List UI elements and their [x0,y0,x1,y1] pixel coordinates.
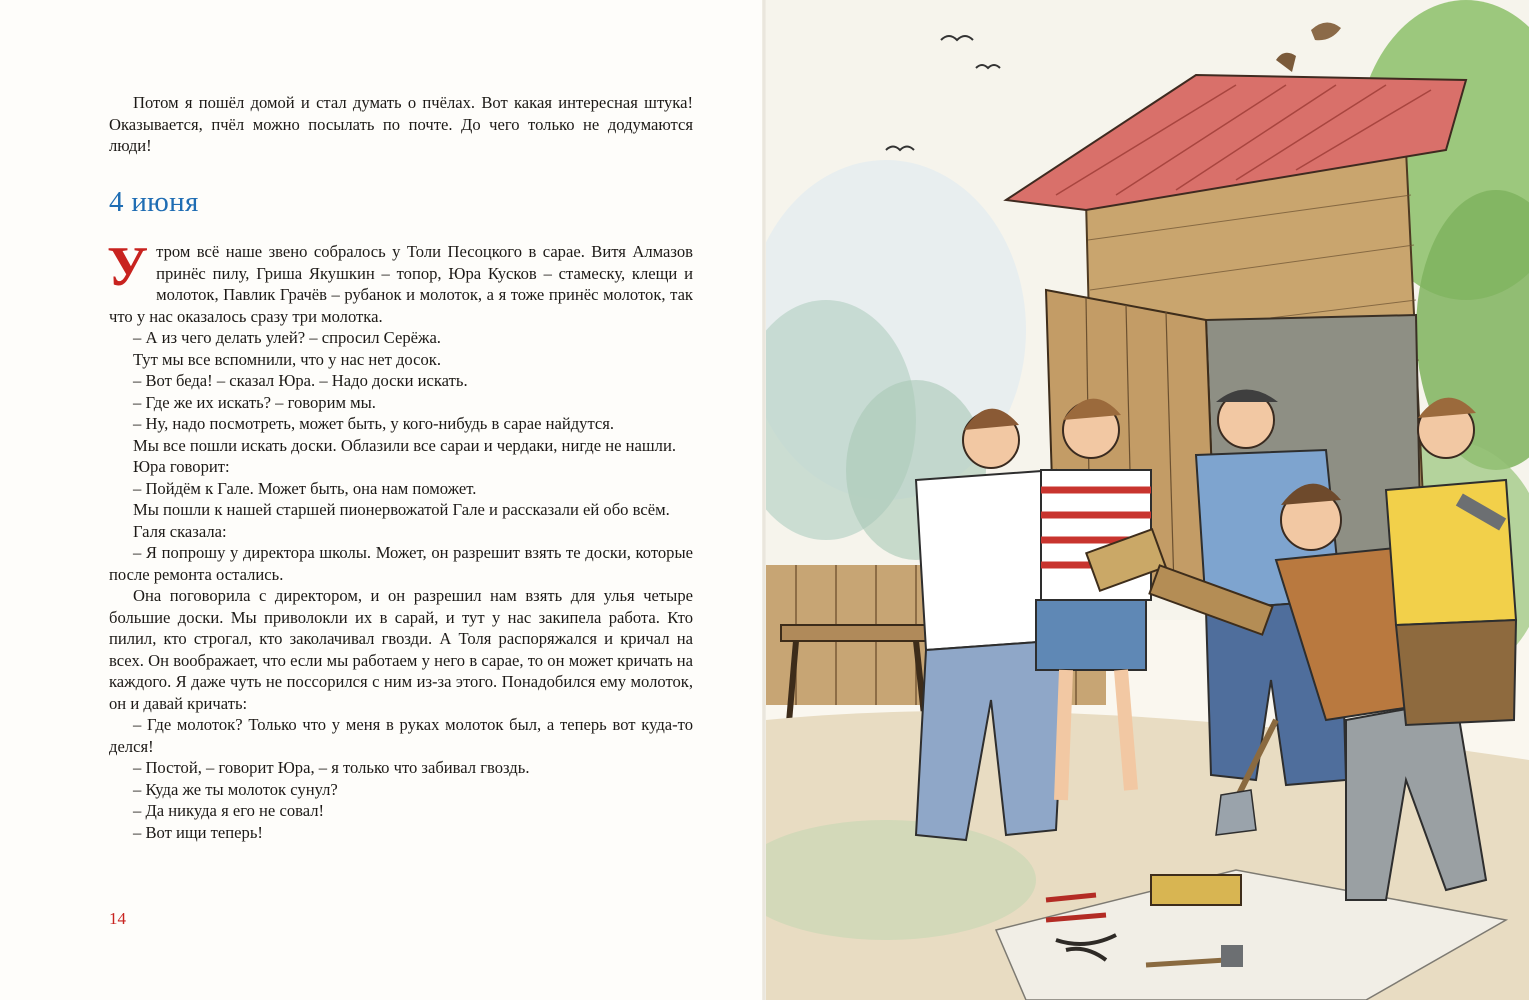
chapter-body [107,236,693,843]
first-paragraph [107,236,693,327]
paragraph: – Куда же ты молоток сунул? [133,779,338,799]
sawhorse [781,625,931,641]
paragraph: Она поговорила с директором, и он разрешил нам взять для улья четыре большие доски. Мы приволокли их в сарай, и тут у нас закипела работа. Кто пилил, кто строгал, кто заколачивал гвозди. А Толя распоряжался и кричал на всех. Он воображает, что если мы работаем у него в сарае, то он может кричать на каждого. Я даже чуть не поссорился с ним из-за этого. Понадобился ему молоток, он и давай кричать: [109,586,693,713]
chapter-heading: 4 июня [109,186,199,218]
page-number: 14 [109,909,126,928]
paragraph: Мы все пошли искать доски. Облазили все сараи и чердаки, нигде не нашли. [133,435,676,455]
illustration-page [766,0,1529,1000]
paragraph: – Да никуда я его не совал! [133,801,325,820]
hammer-head [1221,945,1243,967]
paragraph: Галя сказала: [133,521,227,541]
paragraph: Тут мы все вспомнили, что у нас нет досок. [133,349,442,369]
left-page [0,0,764,1000]
drop-cap: У [107,236,149,298]
intro-paragraph: Потом я пошёл домой и стал думать о пчёлах. Вот какая интересная штука! Оказывается, пчёл можно посылать по почте. До чего только не додумаются люди! [109,93,693,155]
intro-text [109,92,693,157]
first-paragraph-text: тром всё наше звено собралось у Толи Песоцкого в сарае. Витя Алмазов принёс пилу, Гриша Якушкин – топор, Юра Кусков – стамеску, клещи и молоток, Павлик Грачёв – рубанок и молоток, а я тоже принёс молоток, так что у нас оказалось сразу три молотка. [109,242,693,326]
axe-icon [1216,790,1256,835]
paragraph: – Где же их искать? – говорим мы. [133,392,376,412]
paragraph: – Вот беда! – сказал Юра. – Надо доски искать. [133,371,468,390]
paragraph: – Пойдём к Гале. Может быть, она нам поможет. [133,478,477,498]
paragraph: – А из чего делать улей? – спросил Серёжа. [133,328,441,347]
paragraph: Мы пошли к нашей старшей пионервожатой Гале и рассказали ей обо всём. [133,500,670,519]
paragraph: – Я попрошу у директора школы. Может, он разрешит взять те доски, которые после ремонта остались. [109,543,693,584]
paragraph: – Постой, – говорит Юра, – я только что забивал гвоздь. [133,758,530,777]
plane-tool-icon [1151,875,1241,905]
paragraph: Юра говорит: [133,457,230,476]
paragraph: – Вот ищи теперь! [133,822,263,842]
paragraph: – Где молоток? Только что у меня в руках молоток был, а теперь вот куда-то делся! [109,715,693,756]
shed-illustration [766,0,1529,1000]
paragraph: – Ну, надо посмотреть, может быть, у кого-нибудь в сарае найдутся. [133,414,615,433]
